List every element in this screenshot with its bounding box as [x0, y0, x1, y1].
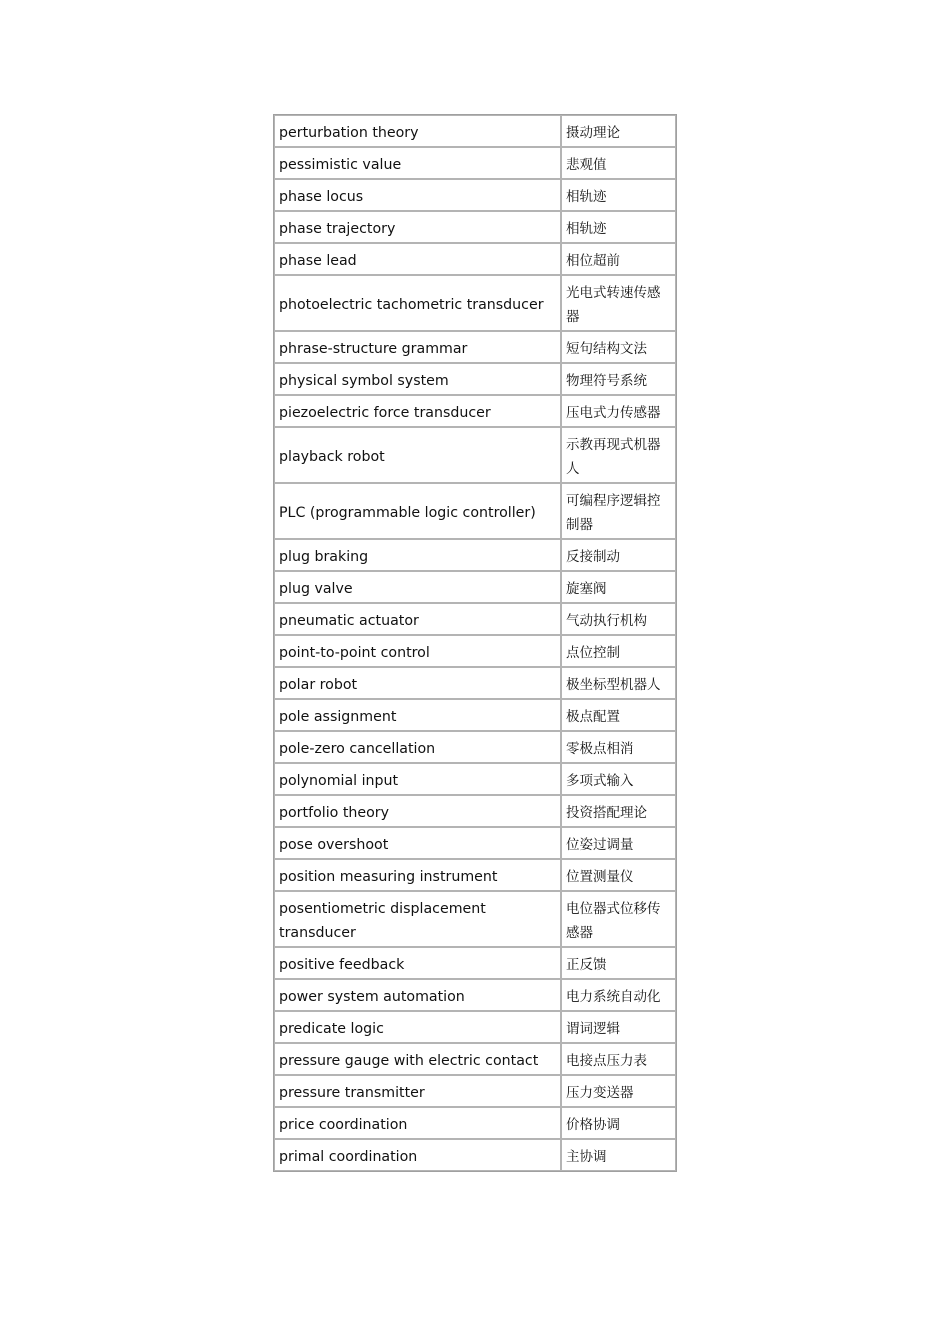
term-chinese: 点位控制 [561, 635, 676, 667]
term-chinese: 可编程序逻辑控制器 [561, 483, 676, 539]
table-row [274, 763, 676, 795]
term-chinese: 反接制动 [561, 539, 676, 571]
table-row [274, 635, 676, 667]
term-english: phrase-structure grammar [274, 331, 561, 363]
term-chinese: 摄动理论 [561, 115, 676, 147]
term-english: pole assignment [274, 699, 561, 731]
table-row [274, 795, 676, 827]
term-chinese: 极点配置 [561, 699, 676, 731]
term-chinese: 压力变送器 [561, 1075, 676, 1107]
term-english: polynomial input [274, 763, 561, 795]
term-chinese: 示教再现式机器人 [561, 427, 676, 483]
term-chinese: 主协调 [561, 1139, 676, 1171]
term-english: PLC (programmable logic controller) [274, 483, 561, 539]
term-english: pessimistic value [274, 147, 561, 179]
table-row [274, 211, 676, 243]
table-row [274, 1011, 676, 1043]
term-english: polar robot [274, 667, 561, 699]
table-row [274, 275, 676, 331]
table-row [274, 1075, 676, 1107]
term-chinese: 投资搭配理论 [561, 795, 676, 827]
table-row [274, 331, 676, 363]
term-english: phase locus [274, 179, 561, 211]
term-english: pose overshoot [274, 827, 561, 859]
term-chinese: 短句结构文法 [561, 331, 676, 363]
table-row [274, 603, 676, 635]
term-english: position measuring instrument [274, 859, 561, 891]
term-english: perturbation theory [274, 115, 561, 147]
term-chinese: 位姿过调量 [561, 827, 676, 859]
term-chinese: 谓词逻辑 [561, 1011, 676, 1043]
term-english: posentiometric displacement transducer [274, 891, 561, 947]
term-english: predicate logic [274, 1011, 561, 1043]
table-row [274, 363, 676, 395]
term-english: pole-zero cancellation [274, 731, 561, 763]
term-chinese: 相位超前 [561, 243, 676, 275]
term-english: photoelectric tachometric transducer [274, 275, 561, 331]
term-chinese: 位置测量仪 [561, 859, 676, 891]
term-chinese: 相轨迹 [561, 211, 676, 243]
table-row [274, 179, 676, 211]
glossary-table-body [274, 115, 676, 1171]
term-english: plug braking [274, 539, 561, 571]
term-english: pressure transmitter [274, 1075, 561, 1107]
term-chinese: 电位器式位移传感器 [561, 891, 676, 947]
term-chinese: 相轨迹 [561, 179, 676, 211]
table-row [274, 859, 676, 891]
table-row [274, 1107, 676, 1139]
term-english: phase lead [274, 243, 561, 275]
term-chinese: 极坐标型机器人 [561, 667, 676, 699]
table-row [274, 483, 676, 539]
term-english: price coordination [274, 1107, 561, 1139]
term-chinese: 光电式转速传感器 [561, 275, 676, 331]
term-english: primal coordination [274, 1139, 561, 1171]
term-chinese: 气动执行机构 [561, 603, 676, 635]
table-row [274, 1139, 676, 1171]
table-row [274, 115, 676, 147]
table-row [274, 147, 676, 179]
term-english: pneumatic actuator [274, 603, 561, 635]
term-chinese: 悲观值 [561, 147, 676, 179]
table-row [274, 947, 676, 979]
table-row [274, 731, 676, 763]
term-chinese: 物理符号系统 [561, 363, 676, 395]
term-english: positive feedback [274, 947, 561, 979]
table-row [274, 699, 676, 731]
term-chinese: 零极点相消 [561, 731, 676, 763]
term-english: power system automation [274, 979, 561, 1011]
glossary-page [273, 114, 677, 1172]
term-english: portfolio theory [274, 795, 561, 827]
table-row [274, 395, 676, 427]
term-english: playback robot [274, 427, 561, 483]
table-row [274, 891, 676, 947]
table-row [274, 667, 676, 699]
term-english: pressure gauge with electric contact [274, 1043, 561, 1075]
term-chinese: 压电式力传感器 [561, 395, 676, 427]
term-english: physical symbol system [274, 363, 561, 395]
table-row [274, 427, 676, 483]
term-chinese: 电力系统自动化 [561, 979, 676, 1011]
table-row [274, 1043, 676, 1075]
term-english: piezoelectric force transducer [274, 395, 561, 427]
term-chinese: 电接点压力表 [561, 1043, 676, 1075]
table-row [274, 243, 676, 275]
table-row [274, 571, 676, 603]
term-chinese: 多项式输入 [561, 763, 676, 795]
term-english: phase trajectory [274, 211, 561, 243]
table-row [274, 827, 676, 859]
term-english: point-to-point control [274, 635, 561, 667]
term-english: plug valve [274, 571, 561, 603]
term-chinese: 旋塞阀 [561, 571, 676, 603]
table-row [274, 979, 676, 1011]
term-chinese: 价格协调 [561, 1107, 676, 1139]
glossary-table [273, 114, 677, 1172]
term-chinese: 正反馈 [561, 947, 676, 979]
table-row [274, 539, 676, 571]
